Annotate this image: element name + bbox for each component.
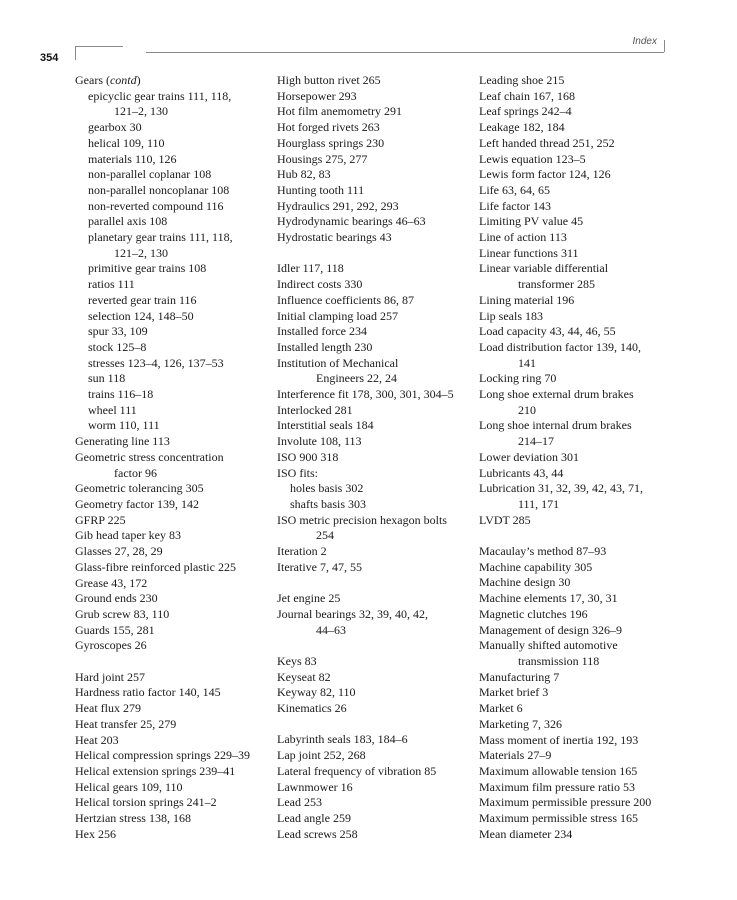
index-entry: Hard joint 257	[75, 669, 145, 684]
index-entry: 121–2, 130	[114, 245, 168, 260]
header-rule-right-tick	[664, 40, 665, 52]
index-entry: Gears (contd)	[75, 73, 141, 87]
index-entry: Heat transfer 25, 279	[75, 716, 177, 731]
index-letter-gap	[277, 575, 477, 591]
index-entry: Lap joint 252, 268	[277, 748, 366, 763]
index-entry: Lead 253	[277, 795, 322, 810]
index-entry: wheel 111	[88, 402, 137, 417]
index-entry: Interference fit 178, 300, 301, 304–5	[277, 387, 454, 402]
index-entry: Lewis form factor 124, 126	[479, 167, 611, 182]
index-entry: Indirect costs 330	[277, 277, 363, 292]
index-entry: Lining material 196	[479, 292, 575, 307]
index-entry: Hex 256	[75, 826, 116, 841]
index-entry: Hardness ratio factor 140, 145	[75, 685, 221, 700]
index-entry: Magnetic clutches 196	[479, 606, 588, 621]
index-entry: High button rivet 265	[277, 73, 381, 87]
index-entry: Machine elements 17, 30, 31	[479, 591, 618, 606]
index-entry: shafts basis 303	[290, 496, 366, 511]
index-entry: Market 6	[479, 701, 523, 716]
index-entry: Market brief 3	[479, 685, 549, 700]
header-rule-left-tick	[75, 46, 76, 60]
index-entry: 214–17	[518, 434, 554, 449]
index-entry: Horsepower 293	[277, 88, 357, 103]
index-letter-gap	[75, 654, 275, 670]
index-entry: Generating line 113	[75, 434, 170, 449]
index-entry: Labyrinth seals 183, 184–6	[277, 732, 408, 747]
index-entry: Gyroscopes 26	[75, 638, 147, 653]
index-entry: Maximum allowable tension 165	[479, 763, 638, 778]
index-entry: worm 110, 111	[88, 418, 160, 433]
index-entry: Engineers 22, 24	[316, 371, 397, 386]
index-entry: selection 124, 148–50	[88, 308, 194, 323]
index-entry: Life 63, 64, 65	[479, 182, 550, 197]
index-entry: Idler 117, 118	[277, 261, 344, 276]
index-entry: Management of design 326–9	[479, 622, 622, 637]
index-entry: Helical compression springs 229–39	[75, 748, 250, 763]
header-rule-left	[75, 46, 123, 47]
index-letter-gap	[277, 638, 477, 654]
index-entry: Glasses 27, 28, 29	[75, 544, 163, 559]
index-entry: non-reverted compound 116	[88, 198, 224, 213]
index-entry: Geometric tolerancing 305	[75, 481, 204, 496]
index-entry: Hydrodynamic bearings 46–63	[277, 214, 426, 229]
index-entry: Manufacturing 7	[479, 669, 560, 684]
index-entry: holes basis 302	[290, 481, 364, 496]
index-entry: Geometry factor 139, 142	[75, 496, 199, 511]
index-entry: Guards 155, 281	[75, 622, 155, 637]
index-entry: Keyway 82, 110	[277, 685, 356, 700]
index-entry: helical 109, 110	[88, 135, 165, 150]
index-entry: spur 33, 109	[88, 324, 148, 339]
index-entry: Ground ends 230	[75, 591, 158, 606]
index-entry: Locking ring 70	[479, 371, 557, 386]
contd-marker: contd	[109, 73, 137, 87]
index-entry: Involute 108, 113	[277, 434, 362, 449]
index-entry: non-parallel noncoplanar 108	[88, 182, 230, 197]
index-entry: Geometric stress concentration	[75, 449, 224, 464]
index-entry: non-parallel coplanar 108	[88, 167, 212, 182]
index-entry: 121–2, 130	[114, 104, 168, 119]
index-entry: parallel axis 108	[88, 214, 168, 229]
page-number: 354	[40, 52, 59, 64]
index-entry: Lead angle 259	[277, 810, 351, 825]
index-entry: Grease 43, 172	[75, 575, 148, 590]
index-entry: 210	[518, 402, 536, 417]
index-entry: Leaf springs 242–4	[479, 104, 572, 119]
index-entry: Hunting tooth 111	[277, 182, 365, 197]
index-entry: Keyseat 82	[277, 669, 331, 684]
index-entry: ISO 900 318	[277, 449, 339, 464]
index-entry: Lip seals 183	[479, 308, 543, 323]
index-entry: Maximum film pressure ratio 53	[479, 779, 635, 794]
index-entry: Load capacity 43, 44, 46, 55	[479, 324, 616, 339]
index-entry: Lateral frequency of vibration 85	[277, 763, 437, 778]
index-entry: Hertzian stress 138, 168	[75, 811, 191, 826]
index-column-1	[75, 73, 275, 842]
index-entry: Housings 275, 277	[277, 151, 368, 166]
index-entry: Long shoe internal drum brakes	[479, 418, 632, 433]
index-column-2	[277, 73, 477, 842]
index-entry: Manually shifted automotive	[479, 638, 618, 653]
index-entry: 44–63	[316, 622, 346, 637]
index-entry: gearbox 30	[88, 120, 142, 135]
index-entry: Grub screw 83, 110	[75, 606, 170, 621]
index-entry: ISO fits:	[277, 465, 319, 480]
index-entry: Materials 27–9	[479, 748, 552, 763]
index-entry: Keys 83	[277, 653, 317, 668]
index-entry: Installed force 234	[277, 324, 367, 339]
index-entry: Interstitial seals 184	[277, 418, 374, 433]
index-entry: LVDT 285	[479, 512, 531, 527]
index-entry: ratios 111	[88, 277, 135, 292]
index-entry: Lead screws 258	[277, 826, 358, 841]
index-entry: Installed length 230	[277, 339, 373, 354]
index-entry: Interlocked 281	[277, 402, 353, 417]
index-entry: reverted gear train 116	[88, 292, 197, 307]
index-entry: materials 110, 126	[88, 151, 177, 166]
index-entry: Hourglass springs 230	[277, 135, 385, 150]
index-entry: transmission 118	[518, 654, 600, 668]
index-entry: stock 125–8	[88, 339, 147, 354]
index-column-3	[479, 73, 679, 842]
index-entry: Gib head taper key 83	[75, 528, 181, 543]
index-entry: Left handed thread 251, 252	[479, 135, 615, 150]
index-entry: Iterative 7, 47, 55	[277, 559, 362, 574]
index-entry: primitive gear trains 108	[88, 261, 207, 276]
index-entry: Influence coefficients 86, 87	[277, 292, 415, 307]
index-entry: Mass moment of inertia 192, 193	[479, 732, 639, 747]
index-entry: Machine capability 305	[479, 559, 593, 574]
index-entry: Hot forged rivets 263	[277, 120, 380, 135]
index-entry: Maximum permissible pressure 200	[479, 795, 652, 810]
index-entry: Lawnmower 16	[277, 779, 353, 794]
running-head: Index	[632, 36, 657, 47]
index-entry: Linear variable differential	[479, 261, 609, 276]
index-entry: 141	[518, 355, 536, 370]
index-entry: Helical extension springs 239–41	[75, 763, 236, 778]
index-entry: Life factor 143	[479, 198, 551, 213]
index-entry: Lubricants 43, 44	[479, 465, 564, 480]
index-entry: Heat 203	[75, 732, 119, 747]
index-entry: Iteration 2	[277, 544, 327, 559]
index-entry: Kinematics 26	[277, 701, 347, 716]
index-entry: Glass-fibre reinforced plastic 225	[75, 559, 236, 574]
index-entry: Mean diameter 234	[479, 826, 573, 841]
index-entry: Helical gears 109, 110	[75, 779, 183, 794]
index-entry: Hydraulics 291, 292, 293	[277, 198, 399, 213]
index-entry: transformer 285	[518, 277, 595, 292]
index-entry: Marketing 7, 326	[479, 716, 562, 731]
index-entry: 111, 171	[518, 496, 560, 511]
index-entry: Line of action 113	[479, 230, 567, 245]
index-entry: epicyclic gear trains 111, 118,	[88, 88, 232, 103]
index-entry: Leakage 182, 184	[479, 120, 565, 135]
index-entry: Linear functions 311	[479, 245, 579, 260]
index-letter-gap	[479, 528, 679, 544]
index-entry: Hot film anemometry 291	[277, 104, 402, 119]
index-entry: Lewis equation 123–5	[479, 151, 586, 166]
index-entry: Leaf chain 167, 168	[479, 88, 575, 103]
index-entry: Long shoe external drum brakes	[479, 387, 634, 402]
index-entry: Initial clamping load 257	[277, 308, 398, 323]
index-entry: Limiting PV value 45	[479, 214, 584, 229]
index-entry: sun 118	[88, 371, 126, 386]
index-entry: Lubrication 31, 32, 39, 42, 43, 71,	[479, 481, 643, 496]
index-letter-gap	[277, 717, 477, 733]
index-entry: planetary gear trains 111, 118,	[88, 230, 233, 245]
index-entry: GFRP 225	[75, 512, 126, 527]
index-entry: Leading shoe 215	[479, 73, 565, 87]
index-entry: Helical torsion springs 241–2	[75, 795, 217, 810]
index-entry: Institution of Mechanical	[277, 355, 399, 370]
index-entry: ISO metric precision hexagon bolts	[277, 512, 447, 527]
index-entry: Macaulay’s method 87–93	[479, 544, 607, 559]
index-entry: trains 116–18	[88, 387, 154, 402]
index-entry: Lower deviation 301	[479, 449, 579, 464]
index-entry: Load distribution factor 139, 140,	[479, 339, 641, 354]
index-entry: Hub 82, 83	[277, 167, 331, 182]
index-entry: Jet engine 25	[277, 591, 341, 606]
index-entry: factor 96	[114, 465, 157, 480]
header-rule-right	[146, 52, 664, 53]
index-letter-gap	[277, 246, 477, 262]
index-entry: Journal bearings 32, 39, 40, 42,	[277, 606, 428, 621]
index-entry: Hydrostatic bearings 43	[277, 230, 392, 245]
index-entry: stresses 123–4, 126, 137–53	[88, 355, 224, 370]
index-entry: 254	[316, 528, 334, 543]
index-entry: Machine design 30	[479, 575, 571, 590]
index-entry: Maximum permissible stress 165	[479, 811, 638, 826]
index-entry: Heat flux 279	[75, 701, 141, 716]
